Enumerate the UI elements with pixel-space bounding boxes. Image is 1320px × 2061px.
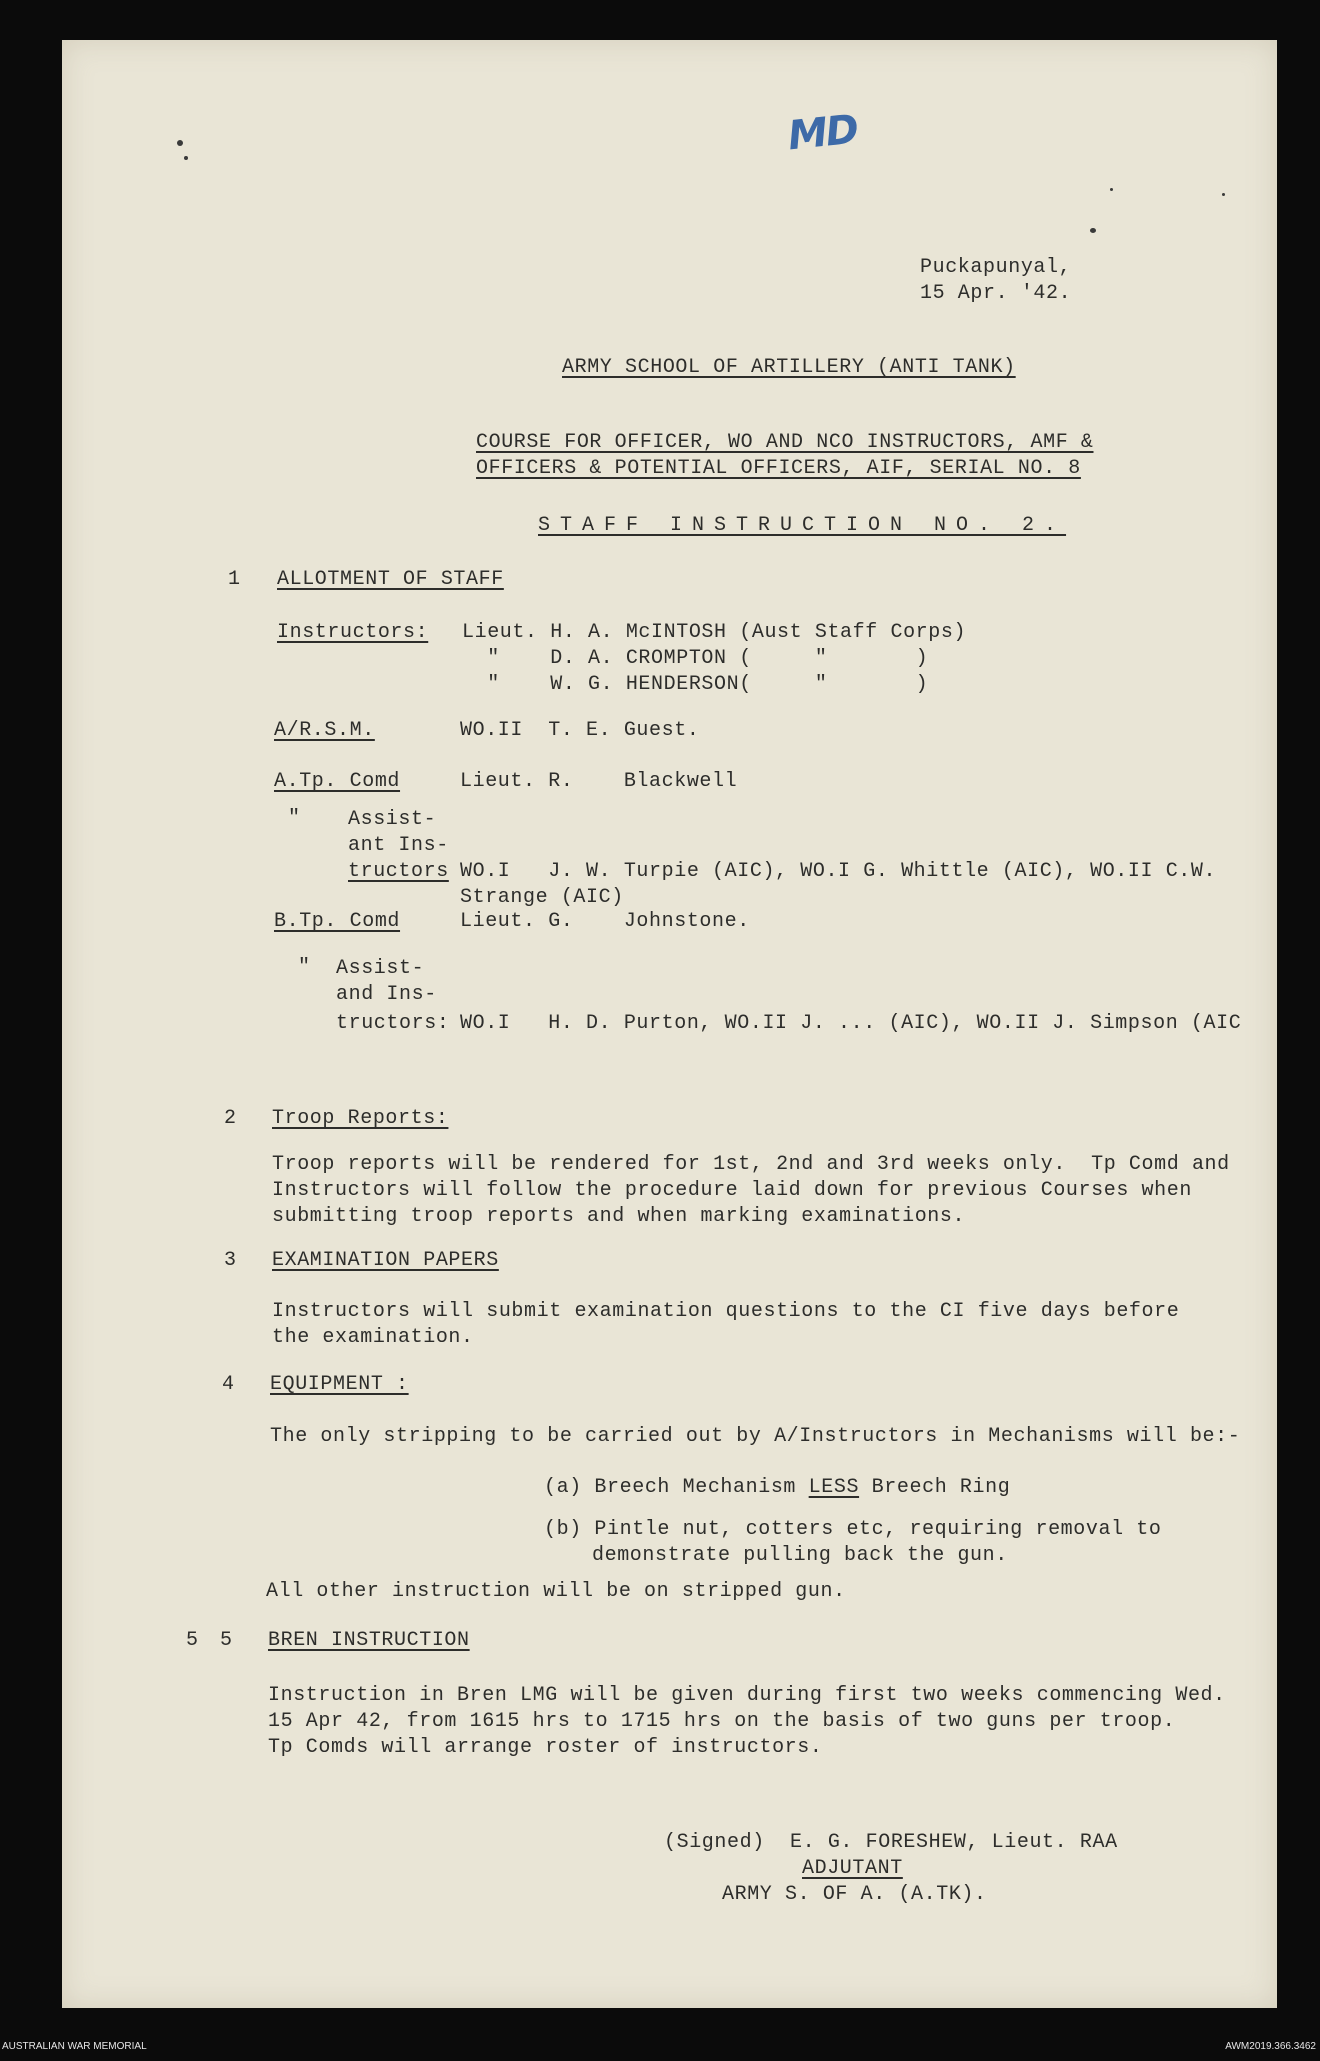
assistant-instructors-label: and Ins-: [336, 983, 437, 1006]
document-title: STAFF INSTRUCTION NO. 2.: [538, 514, 1067, 537]
assistant-instructors-label: tructors:: [336, 1012, 450, 1035]
a-troop-assistants: WO.I J. W. Turpie (AIC), WO.I G. Whittle (AIC), WO.II C.W.: [460, 860, 1217, 883]
a-troop-assistants-cont: Strange (AIC): [460, 886, 624, 909]
section-2-number: 2: [224, 1107, 237, 1130]
school-heading: ARMY SCHOOL OF ARTILLERY (ANTI TANK): [562, 356, 1016, 379]
paragraph-line: submitting troop reports and when marking examinations.: [272, 1205, 966, 1228]
footer-accession-number: AWM2019.366.3462: [1225, 2041, 1316, 2052]
signature-line: (Signed) E. G. FORESHEW, Lieut. RAA: [664, 1831, 1118, 1854]
assistant-instructors-label: tructors: [348, 860, 449, 883]
paragraph-line: Tp Comds will arrange roster of instructors.: [268, 1736, 823, 1759]
paragraph-line: the examination.: [272, 1326, 474, 1349]
assistant-instructors-label: Assist-: [336, 957, 425, 980]
section-4-number: 4: [222, 1373, 235, 1396]
a-troop-commander-value: Lieut. R. Blackwell: [460, 770, 738, 793]
paragraph-line: 15 Apr 42, from 1615 hrs to 1715 hrs on the basis of two guns per troop.: [268, 1710, 1176, 1733]
course-line-1: COURSE FOR OFFICER, WO AND NCO INSTRUCTORS, AMF &: [476, 431, 1094, 454]
b-troop-assistants: WO.I H. D. Purton, WO.II J. ... (AIC), WO.II J. Simpson (AIC: [460, 1012, 1242, 1035]
section-2-title: Troop Reports:: [272, 1107, 449, 1130]
handwritten-annotation: MD: [785, 106, 860, 160]
paper-speck: [1222, 193, 1225, 196]
paragraph-line: Instructors will follow the procedure laid down for previous Courses when: [272, 1179, 1192, 1202]
ditto-mark: ": [288, 807, 301, 830]
a-troop-commander-label: A.Tp. Comd: [274, 770, 401, 793]
list-item-a-text: Breech Ring: [859, 1476, 1011, 1499]
paper-speck: [177, 140, 183, 146]
section-3-number: 3: [224, 1249, 237, 1272]
paragraph-line: Instruction in Bren LMG will be given during first two weeks commencing Wed.: [268, 1684, 1226, 1707]
list-item-a: [544, 1475, 1010, 1501]
list-item-a-text: (a) Breech Mechanism: [544, 1476, 809, 1499]
ditto-mark: ": [298, 956, 311, 979]
arsm-value: WO.II T. E. Guest.: [460, 719, 700, 742]
instructors-label: Instructors:: [277, 621, 429, 644]
margin-mark: 5: [186, 1629, 199, 1652]
section-1-title: ALLOTMENT OF STAFF: [277, 568, 504, 591]
b-troop-commander-label: B.Tp. Comd: [274, 910, 401, 933]
list-item-b-cont: demonstrate pulling back the gun.: [592, 1544, 1008, 1567]
signature-title: ADJUTANT: [802, 1857, 903, 1880]
paper-speck: [184, 156, 188, 160]
list-item-a-emphasis: LESS: [808, 1476, 860, 1499]
signature-unit: ARMY S. OF A. (A.TK).: [722, 1883, 987, 1906]
list-item-b: (b) Pintle nut, cotters etc, requiring removal to: [544, 1518, 1162, 1541]
instructor-line: Lieut. H. A. McINTOSH (Aust Staff Corps): [462, 621, 967, 644]
paragraph-line: The only stripping to be carried out by A/Instructors in Mechanisms will be:-: [270, 1425, 1241, 1448]
paper-speck: [1110, 188, 1113, 191]
section-5-title: BREN INSTRUCTION: [268, 1629, 470, 1652]
section-4-title: EQUIPMENT :: [270, 1373, 409, 1396]
arsm-label: A/R.S.M.: [274, 719, 375, 742]
section-3-title: EXAMINATION PAPERS: [272, 1249, 499, 1272]
section-1-number: 1: [228, 568, 241, 591]
place-line: Puckapunyal,: [920, 256, 1072, 279]
assistant-instructors-label: Assist-: [348, 808, 437, 831]
b-troop-commander-value: Lieut. G. Johnstone.: [460, 910, 750, 933]
footer-credit: AUSTRALIAN WAR MEMORIAL: [2, 2041, 147, 2052]
instructor-line: " D. A. CROMPTON ( " ): [462, 647, 929, 670]
assistant-instructors-label: ant Ins-: [348, 834, 449, 857]
instructor-line: " W. G. HENDERSON( " ): [462, 673, 929, 696]
paragraph-line: Troop reports will be rendered for 1st, 2nd and 3rd weeks only. Tp Comd and: [272, 1153, 1230, 1176]
paper-speck: [1090, 228, 1096, 233]
course-line-2: OFFICERS & POTENTIAL OFFICERS, AIF, SERIAL NO. 8: [476, 457, 1081, 480]
date-line: 15 Apr. '42.: [920, 282, 1072, 305]
paragraph-line: Instructors will submit examination questions to the CI five days before: [272, 1300, 1180, 1323]
paragraph-line: All other instruction will be on stripped gun.: [266, 1580, 846, 1603]
section-5-number: 5: [220, 1629, 233, 1652]
